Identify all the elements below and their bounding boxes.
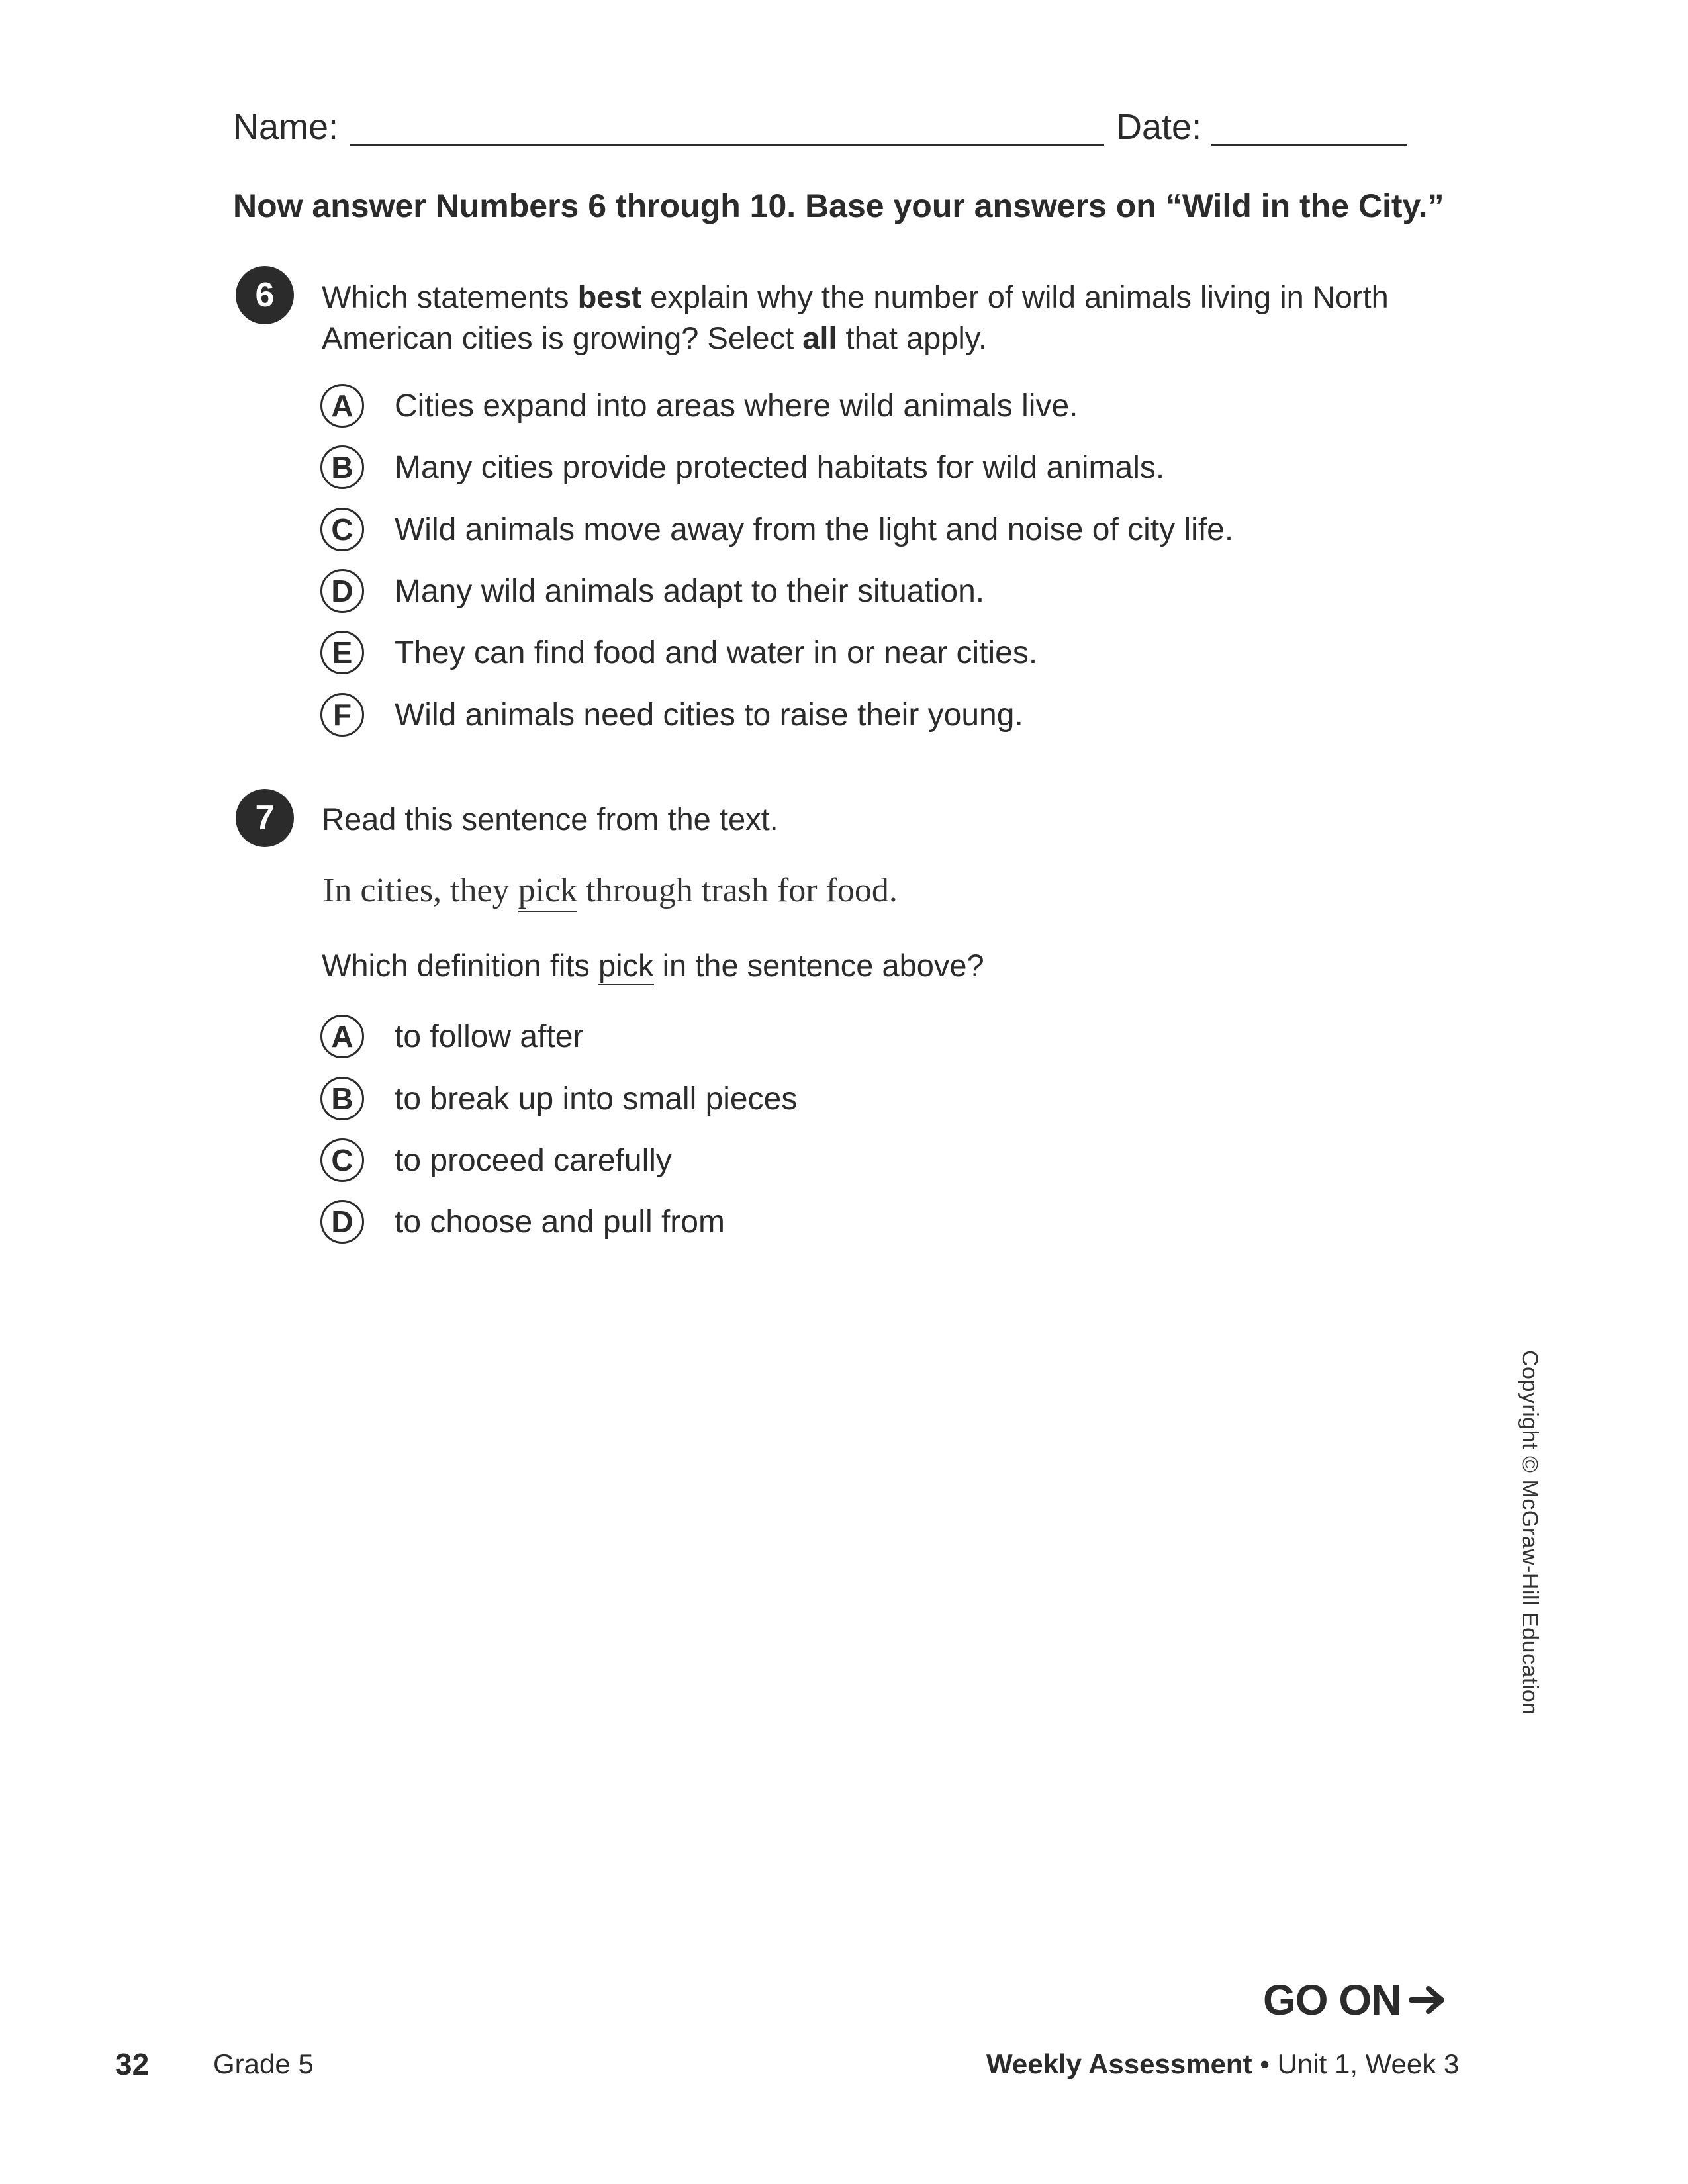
grade-label: Grade 5 [213,2048,314,2079]
assessment-unit-week: • Unit 1, Week 3 [1252,2048,1460,2079]
option-text: Wild animals need cities to raise their young. [395,697,1023,733]
answer-bubble[interactable]: B [320,445,364,489]
q6-option-b[interactable] [320,442,1164,492]
answer-bubble[interactable]: B [320,1077,364,1120]
assessment-info [986,2048,1459,2080]
assessment-title: Weekly Assessment [986,2048,1252,2079]
excerpt-text: through trash for food. [577,872,898,909]
page-number: 32 [115,2047,150,2081]
instruction-text: Now answer Numbers 6 through 10. Base your answers on “Wild in the City.” [233,187,1444,224]
excerpt-text: In cities, they [323,872,518,909]
q7-option-c[interactable] [320,1135,672,1185]
q6-text-part: that apply. [837,320,987,355]
answer-bubble[interactable]: C [320,508,364,551]
answer-bubble[interactable]: D [320,1200,364,1244]
q6-option-a[interactable] [320,381,1078,431]
name-field[interactable] [350,144,1104,146]
option-text: Many wild animals adapt to their situation. [395,573,985,609]
q6-option-c[interactable] [320,504,1233,555]
option-text: They can find food and water in or near cities. [395,635,1038,670]
answer-bubble[interactable]: A [320,384,364,428]
date-field[interactable] [1211,144,1407,146]
q6-option-d[interactable] [320,566,984,616]
question-6-line-2 [322,318,1389,359]
option-text: Many cities provide protected habitats for wild animals. [395,449,1165,485]
answer-bubble[interactable]: C [320,1138,364,1182]
text-excerpt [323,871,898,910]
option-text: Wild animals move away from the light and noise of city life. [395,512,1234,547]
question-number-7: 7 [236,789,294,847]
option-text: to follow after [395,1019,584,1054]
question-6-text [322,277,1389,359]
q7-underlined-word: pick [598,948,654,985]
q6-text-part: American cities is growing? Select [322,320,803,355]
question-number-6: 6 [236,266,294,324]
option-text: to choose and pull from [395,1204,725,1240]
q7-option-b[interactable] [320,1073,797,1124]
excerpt-underlined-word: pick [518,872,578,912]
q7-option-a[interactable] [320,1011,583,1062]
copyright-notice: Copyright © McGraw-Hill Education [1517,1350,1542,1715]
q6-bold-all: all [802,320,837,355]
name-label: Name: [233,107,339,147]
answer-bubble[interactable]: E [320,631,364,674]
option-text: Cities expand into areas where wild animals live. [395,388,1078,424]
answer-bubble[interactable]: F [320,693,364,737]
q6-option-e[interactable] [320,627,1037,678]
answer-bubble[interactable]: D [320,569,364,613]
arrow-right-icon [1409,1985,1448,2015]
go-on-indicator [1263,1976,1448,2025]
q7-text-part: Which definition fits [322,948,598,983]
go-on-label: GO ON [1263,1976,1401,2024]
answer-bubble[interactable]: A [320,1015,364,1058]
q6-text-part: explain why the number of wild animals living in North [641,279,1389,314]
q6-bold-best: best [577,279,642,314]
option-text: to break up into small pieces [395,1081,798,1116]
q6-text-part: Which statements [322,279,578,314]
q7-option-d[interactable] [320,1197,725,1247]
q6-option-f[interactable] [320,690,1023,740]
q7-text-part: in the sentence above? [653,948,984,983]
question-7-prompt: Read this sentence from the text. [322,801,778,837]
option-text: to proceed carefully [395,1142,672,1178]
question-7-text [322,945,984,986]
date-label: Date: [1116,107,1202,147]
question-6-line-1 [322,277,1389,318]
